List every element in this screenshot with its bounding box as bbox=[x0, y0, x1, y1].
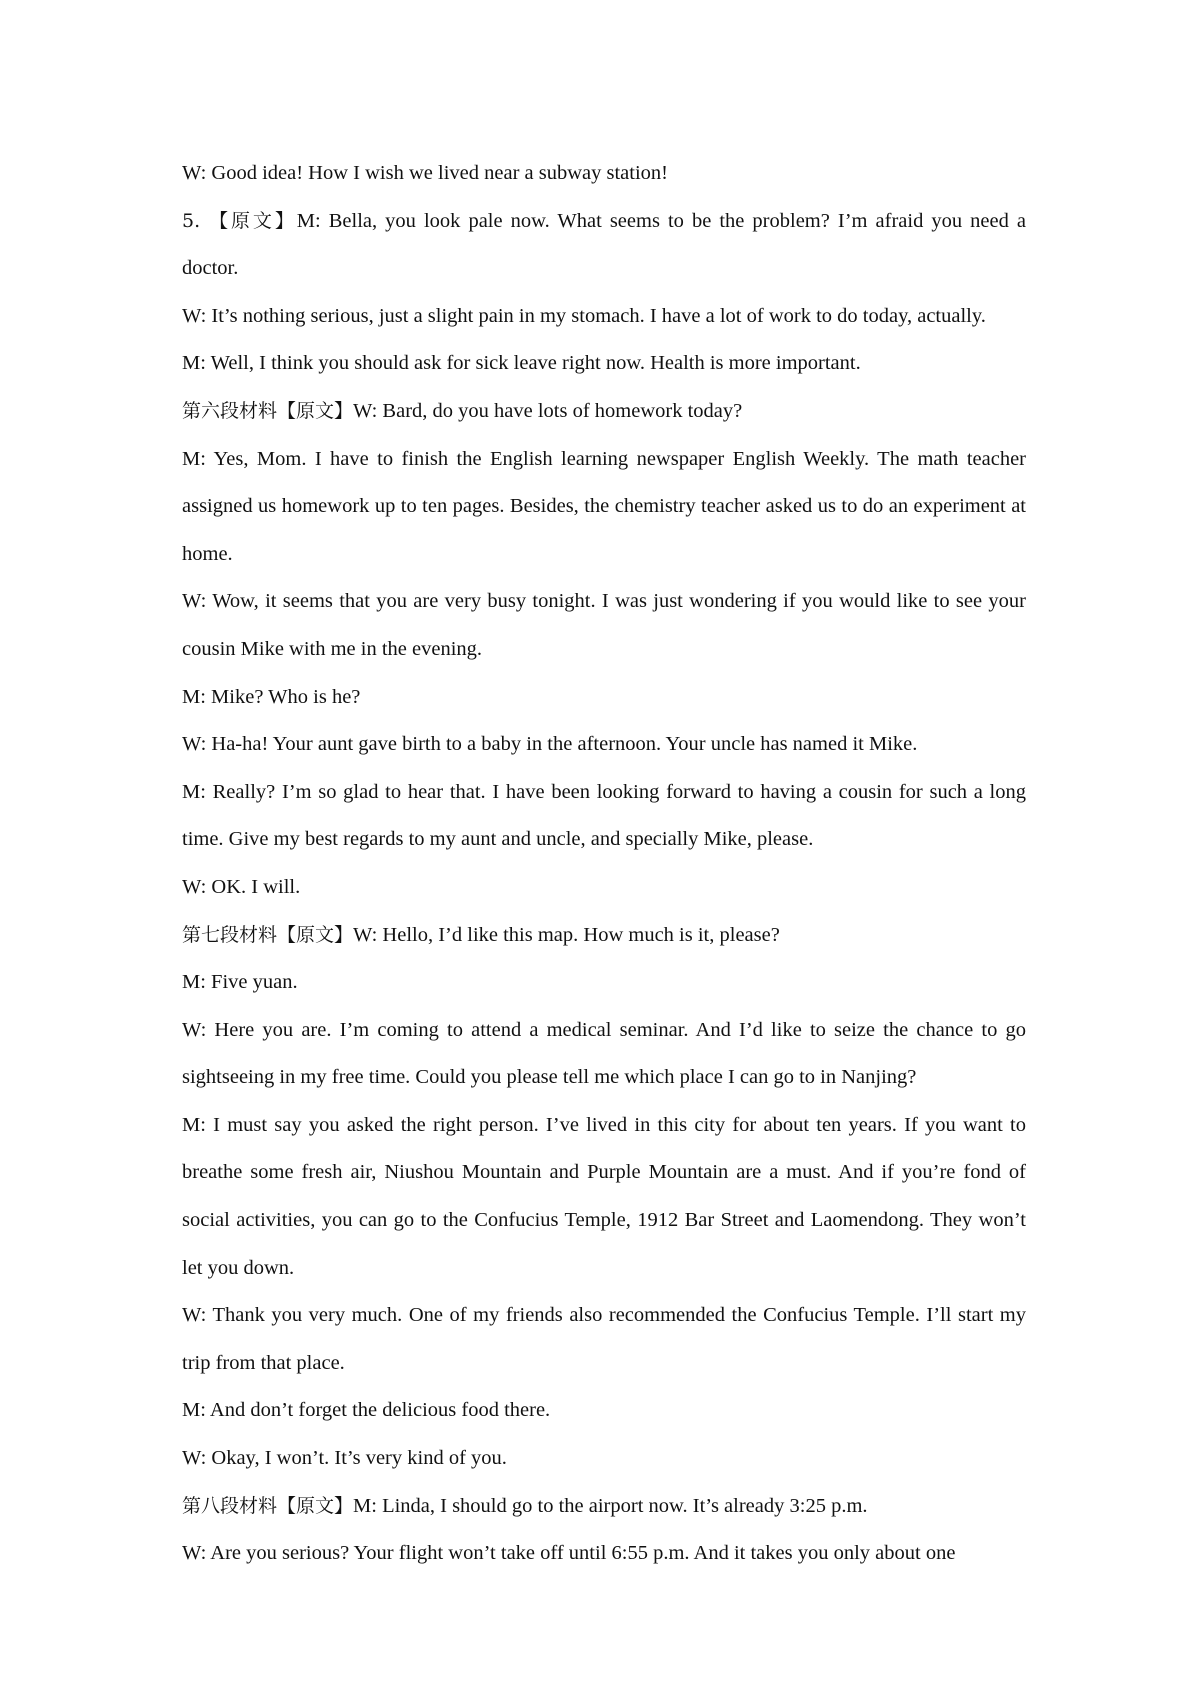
paragraph-text: W: Ha-ha! Your aunt gave birth to a baby in the afternoon. Your uncle has named it Mike. bbox=[182, 733, 918, 756]
paragraph bbox=[182, 198, 1026, 293]
paragraph-text: M: And don’t forget the delicious food there. bbox=[182, 1399, 551, 1422]
paragraph-label: 5. 【原文】 bbox=[182, 209, 297, 232]
paragraph bbox=[182, 293, 1026, 341]
paragraph-text: W: Okay, I won’t. It’s very kind of you. bbox=[182, 1447, 507, 1470]
paragraph bbox=[182, 674, 1026, 722]
paragraph-text: W: Hello, I’d like this map. How much is it, please? bbox=[353, 923, 780, 946]
paragraph bbox=[182, 1007, 1026, 1102]
paragraph-text: W: Here you are. I’m coming to attend a medical seminar. And I’d like to seize the chance to go sightseeing in my free time. Could you please tell me which place I can go to in Nanjing? bbox=[182, 1018, 1026, 1089]
paragraph bbox=[182, 1102, 1026, 1292]
paragraph-text: M: Bella, you look pale now. What seems to be the problem? I’m afraid you need a doctor. bbox=[182, 209, 1026, 280]
paragraph bbox=[182, 436, 1026, 579]
paragraph-text: M: Really? I’m so glad to hear that. I have been looking forward to having a cousin for such a long time. Give my best regards to my aunt and uncle, and specially Mike, please. bbox=[182, 780, 1026, 851]
paragraph-text: M: I must say you asked the right person. I’ve lived in this city for about ten years. If you want to breathe some fresh air, Niushou Mountain and Purple Mountain are a must. And if you’re fond of social activities, you can go to the Confucius Temple, 1912 Bar Street and Laomendong. They won’t let you down. bbox=[182, 1113, 1026, 1279]
paragraph-text: M: Well, I think you should ask for sick leave right now. Health is more important. bbox=[182, 352, 861, 375]
paragraph bbox=[182, 388, 1026, 436]
paragraph bbox=[182, 1530, 1026, 1578]
paragraph bbox=[182, 1483, 1026, 1531]
paragraph bbox=[182, 959, 1026, 1007]
paragraph-text: W: It’s nothing serious, just a slight pain in my stomach. I have a lot of work to do today, actually. bbox=[182, 304, 986, 327]
paragraph-text: W: Thank you very much. One of my friends also recommended the Confucius Temple. I’ll start my trip from that place. bbox=[182, 1304, 1026, 1374]
paragraph-text: W: OK. I will. bbox=[182, 875, 301, 898]
paragraph-text: M: Linda, I should go to the airport now. It’s already 3:25 p.m. bbox=[353, 1494, 868, 1517]
paragraph bbox=[182, 1387, 1026, 1435]
paragraph-text: W: Are you serious? Your flight won’t take off until 6:55 p.m. And it takes you only about one bbox=[182, 1542, 956, 1565]
paragraph-label: 第六段材料【原文】 bbox=[182, 399, 354, 422]
paragraph bbox=[182, 721, 1026, 769]
document-page bbox=[182, 150, 1026, 1578]
paragraph-text: W: Bard, do you have lots of homework today? bbox=[353, 399, 743, 422]
paragraph bbox=[182, 340, 1026, 388]
paragraph bbox=[182, 769, 1026, 864]
paragraph-label: 第八段材料【原文】 bbox=[182, 1494, 354, 1517]
paragraph bbox=[182, 1435, 1026, 1483]
paragraph-text: W: Wow, it seems that you are very busy tonight. I was just wondering if you would like to see your cousin Mike with me in the evening. bbox=[182, 590, 1026, 660]
paragraph-text: W: Good idea! How I wish we lived near a subway station! bbox=[182, 162, 668, 184]
paragraph-label: 第七段材料【原文】 bbox=[182, 923, 354, 946]
paragraph bbox=[182, 912, 1026, 960]
paragraph bbox=[182, 1292, 1026, 1387]
paragraph bbox=[182, 150, 1026, 198]
paragraph-text: M: Mike? Who is he? bbox=[182, 685, 361, 708]
paragraph-text: M: Yes, Mom. I have to finish the English learning newspaper English Weekly. The math teacher assigned us homework up to ten pages. Besides, the chemistry teacher asked us to do an experiment at home. bbox=[182, 447, 1026, 565]
paragraph bbox=[182, 864, 1026, 912]
paragraph-text: M: Five yuan. bbox=[182, 971, 298, 994]
paragraph bbox=[182, 578, 1026, 673]
